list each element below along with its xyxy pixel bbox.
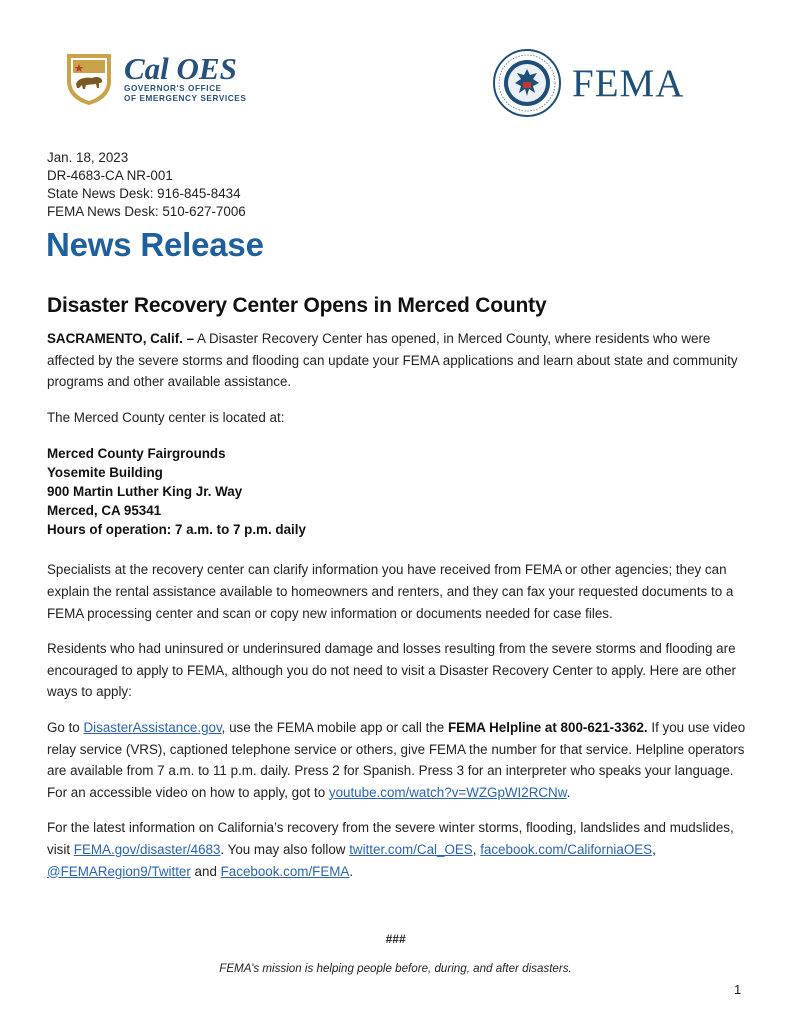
- youtube-video-link[interactable]: youtube.com/watch?v=WZGpWI2RCNw: [328, 784, 567, 800]
- caloes-subtitle-line1: GOVERNOR'S OFFICE: [124, 84, 222, 93]
- text: ,: [652, 841, 656, 857]
- center-address: [47, 444, 747, 539]
- hours-of-operation: Hours of operation: 7 a.m. to 7 p.m. daily: [47, 522, 306, 538]
- end-mark: ###: [385, 932, 406, 946]
- how-to-apply-paragraph: [47, 717, 747, 803]
- location-intro: The Merced County center is located at:: [47, 409, 285, 425]
- fema-wordmark: FEMA: [572, 61, 685, 105]
- text: Go to: [47, 719, 84, 735]
- femaregion9-twitter-link[interactable]: @FEMARegion9/Twitter: [47, 863, 191, 879]
- fema-logo: [492, 48, 684, 118]
- fema-disaster-link[interactable]: FEMA.gov/disaster/4683: [73, 841, 221, 857]
- dhs-seal-icon: [492, 48, 562, 118]
- release-body: [47, 328, 747, 896]
- caloes-subtitle-line2: OF EMERGENCY SERVICES: [124, 94, 247, 103]
- intro-paragraph: [47, 328, 747, 393]
- text: ,: [472, 841, 481, 857]
- mission-statement: FEMA’s mission is helping people before, during, and after disasters.: [219, 962, 572, 975]
- text: For the latest information on California’s recovery from the severe winter storms, flooding, landslides and mudslides, visit: [47, 820, 734, 857]
- residents-paragraph: Residents who had uninsured or underinsured damage and losses resulting from the severe storms and flooding are encouraged to apply to FEMA, although you do not need to visit a Disaster Recovery Center to apply. Here are other ways to apply:: [47, 641, 737, 700]
- text: and: [190, 863, 221, 879]
- release-number: DR-4683-CA NR-001: [47, 168, 173, 183]
- state-news-desk: State News Desk: 916-845-8434: [47, 186, 241, 201]
- headline: Disaster Recovery Center Opens in Merced County: [47, 294, 547, 317]
- specialists-paragraph: Specialists at the recovery center can clarify information you have received from FEMA or other agencies; they can explain the rental assistance available to homeowners and renters, and they can fax your requested documents to a FEMA processing center and scan or copy new information or documents needed for case files.: [47, 562, 734, 621]
- caloes-logo: [64, 50, 246, 108]
- address-line-1: Merced County Fairgrounds: [47, 446, 226, 462]
- helpline-number: FEMA Helpline at 800-621-3362.: [447, 719, 648, 735]
- fema-news-desk: FEMA News Desk: 510-627-7006: [47, 204, 246, 219]
- release-date: Jan. 18, 2023: [47, 150, 129, 165]
- dateline: SACRAMENTO, Calif. –: [47, 331, 195, 346]
- facebook-caloes-link[interactable]: facebook.com/CaliforniaOES: [480, 841, 653, 857]
- text: , use the FEMA mobile app or call the: [221, 719, 448, 735]
- facebook-fema-link[interactable]: Facebook.com/FEMA: [220, 863, 350, 879]
- text: .: [566, 784, 571, 800]
- text: . You may also follow: [220, 841, 350, 857]
- page-number: 1: [734, 982, 742, 997]
- text: .: [349, 863, 354, 879]
- address-line-3: 900 Martin Luther King Jr. Way: [47, 484, 243, 500]
- release-meta: [47, 149, 246, 221]
- address-line-4: Merced, CA 95341: [47, 503, 162, 519]
- text: If you use video relay service (VRS), captioned telephone service or others, give FEMA the number for that service. Helpline operators are available from 7 a.m. to 11 p.m. daily. Press 2 for Spanish. Press 3 for an interpreter who speaks your language. For an accessible video on how to apply, got to: [47, 719, 746, 800]
- caloes-name: Cal OES: [124, 51, 237, 86]
- caloes-wordmark: [124, 51, 247, 104]
- address-line-2: Yosemite Building: [47, 465, 163, 481]
- intro-text: A Disaster Recovery Center has opened, in Merced County, where residents who were affected by the severe storms and flooding can update your FEMA applications and learn about state and community programs and other available assistance.: [47, 331, 738, 390]
- news-release-title: News Release: [46, 226, 264, 263]
- latest-info-paragraph: [47, 817, 747, 882]
- caloes-bear-shield-icon: [64, 51, 114, 107]
- twitter-caloes-link[interactable]: twitter.com/Cal_OES: [349, 841, 473, 857]
- disasterassistance-link[interactable]: DisasterAssistance.gov: [83, 719, 222, 735]
